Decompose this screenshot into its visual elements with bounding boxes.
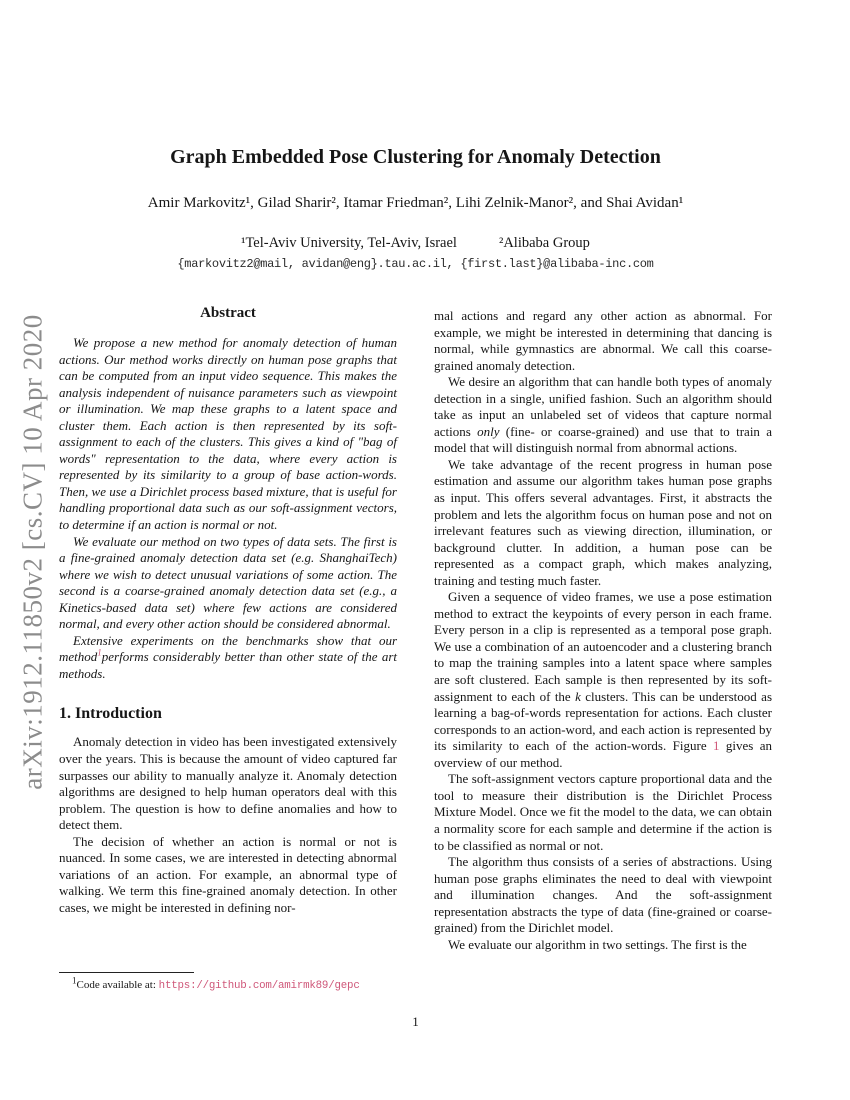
intro-paragraph-2: The decision of whether an action is normal or not is nuanced. In some cases, we are interested in detecting abnormal variations of an action. For example, an abnormal type of walking. We term this fine-grained anomaly detection. In other cases, we might be interested in defining nor- bbox=[59, 833, 397, 915]
footnote-ref-link[interactable]: 1 bbox=[97, 648, 102, 659]
math-k: k bbox=[575, 688, 581, 704]
left-column bbox=[59, 303, 397, 993]
arxiv-watermark: arXiv:1912.11850v2 [cs.CV] 10 Apr 2020 bbox=[17, 314, 48, 790]
authors-line: Amir Markovitz¹, Gilad Sharir², Itamar Friedman², Lihi Zelnik-Manor², and Shai Avidan¹ bbox=[147, 195, 684, 211]
right-paragraph-7: We evaluate our algorithm in two settings. The first is the bbox=[448, 936, 747, 952]
footnote bbox=[59, 972, 397, 993]
right-paragraph-6: The algorithm thus consists of a series of abstractions. Using human pose graphs eliminates the need to deal with viewpoint and illumination changes. And the soft-assignment representation abstracts the type of data (fine-grained or coarse-grained) from the Dirichlet model. bbox=[434, 854, 772, 936]
two-column-body bbox=[59, 303, 772, 993]
page-footer bbox=[59, 1014, 772, 1030]
right-paragraph-3: We take advantage of the recent progress in human pose estimation and assume our algorithm takes human pose graphs as input. This offers several advantages. First, it abstracts the problem and lets the algorithm focus on human pose and not on irrelevant features such as viewing direction, illumination, or background clutter. In addition, a human pose can be represented as a compact graph, which makes analyzing, training and testing much faster. bbox=[434, 456, 772, 588]
right-paragraph-2 bbox=[434, 374, 772, 457]
right-paragraph-2-text-cont: (fine- or coarse-grained) and use that to train a model that will distinguish normal from abnormal actions. bbox=[434, 423, 772, 456]
right-paragraph-1: mal actions and regard any other action as abnormal. For example, we might be interested in determining that dancing is normal, while gymnastics are abnormal. We call this coarse-grained anomaly detection. bbox=[434, 308, 772, 373]
emails-line: {markovitz2@mail, avidan@eng}.tau.ac.il, {first.last}@alibaba-inc.com bbox=[177, 257, 654, 271]
abstract-paragraph-2: We evaluate our method on two types of data sets. The first is a fine-grained anomaly detection data set (e.g. ShanghaiTech) where we wish to detect unusual variations of some action. The second is a coarse-grained anomaly detection data set (e.g., a Kinetics-based data set) where few actions are considered normal, and every other action should be considered abnormal. bbox=[59, 533, 397, 632]
paper-title: Graph Embedded Pose Clustering for Anomaly Detection bbox=[170, 146, 661, 168]
right-paragraph-4-text: Given a sequence of video frames, we use a pose estimation method to extract the keypoints of every person in each frame. Every person in a clip is represented as a temporal pose graph. We use a combination of an autoencoder and a clustering branch to map the training samples into a latent space where samples are soft clustered. Each sample is then represented by its soft-assignment to each of the bbox=[434, 589, 772, 704]
right-column bbox=[434, 303, 772, 993]
abstract-paragraph-1: We propose a new method for anomaly detection of human actions. Our method works directly on human pose graphs that can be computed from an input video sequence. This makes the analysis independent of nuisance parameters such as viewpoint or illumination. We map these graphs to a latent space and cluster them. Each action is then represented by its soft-assignment to each of the clusters. This gives a kind of "bag of words" representation to the data, where every action is represented by its similarity to a group of base action-words. Then, we use a Dirichlet process based mixture, that is useful for handling proportional data such as our soft-assignment vectors, to determine if an action is normal or not. bbox=[59, 335, 397, 533]
abstract-paragraph-3-text-cont: performs considerably better than other state of the art methods. bbox=[59, 649, 397, 681]
right-paragraph-4-text-mid: clusters. This can be understood as learning a bag-of-words representation for actions. Each cluster corresponds to an action-word, and each action is represented by its similarity to each of the action-words. Figure bbox=[434, 688, 772, 754]
affiliations-line bbox=[59, 234, 772, 252]
abstract-heading: Abstract bbox=[200, 305, 256, 321]
right-paragraph-2-text: We desire an algorithm that can handle both types of anomaly detection in a single, unified fashion. Such an algorithm should take as input an unlabeled set of videos that capture normal actions bbox=[434, 374, 772, 439]
abstract-paragraph-3-text: Extensive experiments on the benchmarks show that our method bbox=[59, 632, 397, 665]
footnote-label: Code available at: bbox=[76, 979, 159, 991]
intro-paragraph-1: Anomaly detection in video has been investigated extensively over the years. This is because the amount of video captured far surpasses our ability to manually analyze it. Anomaly detection algorithms are designed to help human operators deal with this problem. The question is how to define anomalies and how to detect them. bbox=[59, 734, 397, 833]
paper-header bbox=[59, 146, 772, 271]
right-paragraph-4-text-cont: gives an overview of our method. bbox=[434, 738, 772, 770]
affiliation-1: ¹Tel-Aviv University, Tel-Aviv, Israel bbox=[241, 235, 457, 251]
figure-1-ref-link[interactable]: 1 bbox=[712, 738, 720, 754]
emphasis-only: only bbox=[477, 423, 500, 439]
affiliation-2: ²Alibaba Group bbox=[498, 235, 590, 251]
right-paragraph-4 bbox=[434, 589, 772, 771]
section-heading-introduction: 1. Introduction bbox=[59, 705, 162, 723]
footnote-url-link[interactable]: https://github.com/amirmk89/gepc bbox=[158, 980, 360, 992]
footnote-marker: 1 bbox=[72, 975, 77, 986]
right-paragraph-5: The soft-assignment vectors capture proportional data and the tool to measure their distribution is the Dirichlet Process Mixture Model. Once we fit the model to the data, we can obtain a normality score for each sample and determine if the action is to be classified as normal or not. bbox=[434, 771, 772, 853]
abstract-paragraph-3 bbox=[59, 633, 397, 683]
page-number: 1 bbox=[412, 1014, 419, 1029]
